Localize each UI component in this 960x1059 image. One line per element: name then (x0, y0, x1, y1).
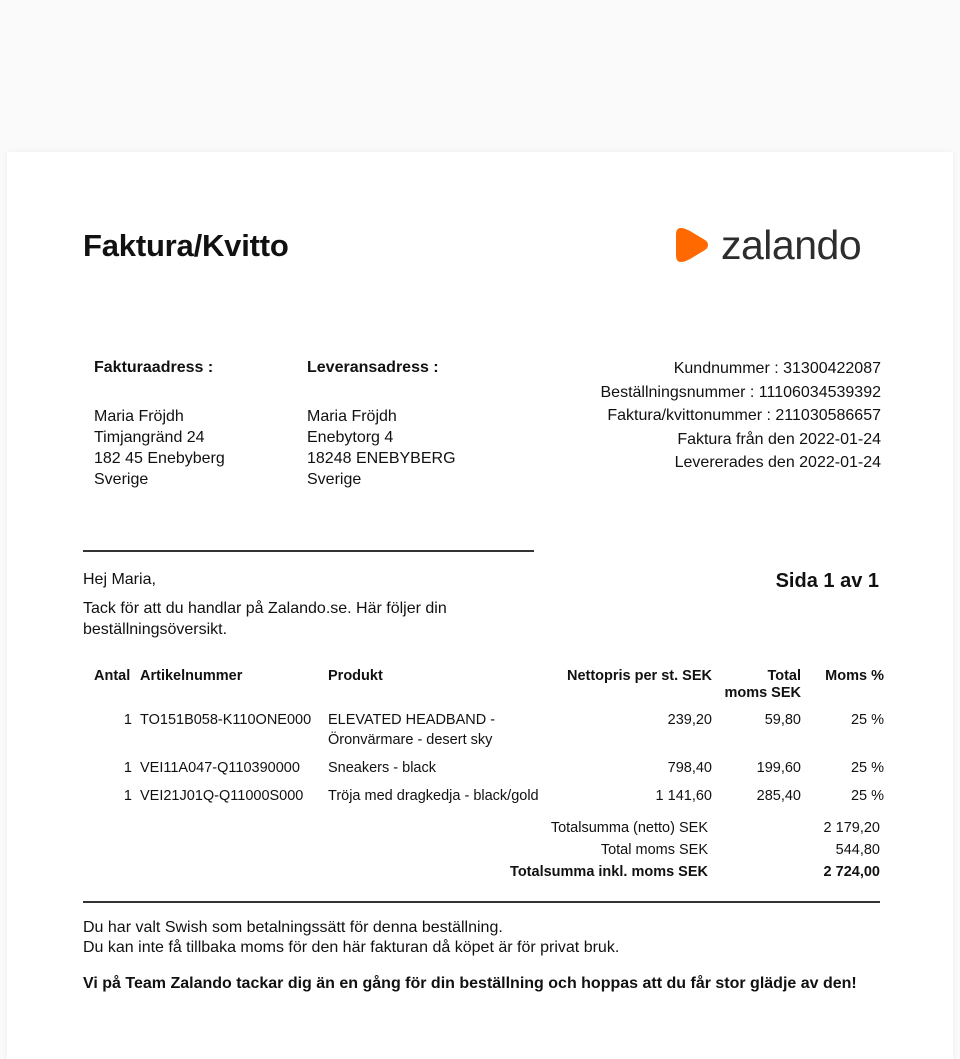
customer-number: Kundnummer : 31300422087 (673, 360, 881, 377)
intro-text: Tack för att du handlar på Zalando.se. Här följer din beställningsöversikt. (83, 600, 447, 638)
billing-line: Maria Fröjdh (94, 408, 184, 425)
total-vat-value: 544,80 (835, 842, 880, 858)
cell-vat-pct: 25 % (850, 712, 884, 728)
table-row (90, 758, 884, 786)
cell-net-price: 798,40 (667, 760, 712, 776)
billing-line: Sverige (94, 471, 149, 488)
delivery-line: Maria Fröjdh (307, 408, 397, 425)
total-net-value: 2 179,20 (823, 820, 880, 836)
total-net-row (387, 817, 880, 839)
order-number: Beställningsnummer : 11106034539392 (600, 383, 881, 401)
cell-vat-pct: 25 % (850, 760, 884, 776)
cell-vat-pct: 25 % (850, 788, 884, 804)
cell-product: Sneakers - black (328, 760, 436, 776)
total-gross-label: Totalsumma inkl. moms SEK (510, 864, 708, 880)
billing-line: 182 45 Enebyberg (94, 450, 225, 467)
zalando-wordmark: zalando (721, 221, 862, 268)
greeting: Hej Maria, (83, 571, 156, 588)
order-meta (601, 357, 882, 475)
col-header-produkt: Produkt (328, 668, 383, 684)
totals-block (387, 817, 880, 883)
invoice-page (7, 152, 953, 1059)
cell-vat: 59,80 (764, 712, 801, 728)
total-vat-label: Total moms SEK (600, 842, 708, 858)
page-number: Sida 1 av 1 (775, 570, 879, 592)
billing-line: Timjangränd 24 (94, 429, 205, 446)
delivery-line: 18248 ENEBYBERG (307, 450, 456, 467)
total-gross-row (387, 861, 880, 883)
table-row (90, 786, 884, 814)
zalando-logo (675, 222, 861, 268)
cell-product-line1: ELEVATED HEADBAND - (328, 712, 496, 728)
cell-article: VEI11A047-Q110390000 (140, 760, 300, 776)
total-gross-value: 2 724,00 (823, 864, 880, 880)
cell-product-line2: Öronvärmare - desert sky (328, 732, 493, 748)
divider (83, 550, 534, 552)
delivery-address-header: Leveransadress : (307, 359, 439, 376)
invoice-date: Faktura från den 2022-01-24 (677, 430, 881, 448)
thank-you-text: Vi på Team Zalando tackar dig än en gång för din beställning och hoppas att du får stor glädje av den! (83, 975, 857, 992)
cell-product (328, 710, 550, 758)
cell-product: Tröja med dragkedja - black/gold (328, 788, 539, 804)
invoice-title: Faktura/Kvitto (83, 228, 289, 263)
order-items-table (90, 668, 884, 814)
billing-address-header: Fakturaadress : (94, 359, 214, 376)
col-header-total-moms-line1: Total (767, 668, 801, 684)
delivery-date: Levererades den 2022-01-24 (674, 454, 881, 471)
cell-vat: 199,60 (756, 760, 801, 776)
col-header-moms-pct: Moms % (825, 668, 884, 684)
cell-article: TO151B058-K110ONE000 (140, 712, 312, 728)
table-header-row (90, 668, 884, 710)
payment-method-text: Du har valt Swish som betalningssätt för denna beställning. (83, 919, 503, 936)
cell-net-price: 239,20 (667, 712, 712, 728)
zalando-flag-icon (675, 226, 711, 264)
cell-qty: 1 (123, 788, 132, 804)
delivery-line: Sverige (307, 471, 362, 488)
col-header-total-moms (712, 668, 801, 710)
divider (83, 901, 880, 903)
table-row (90, 710, 884, 758)
col-header-artikel: Artikelnummer (140, 668, 243, 684)
col-header-netto: Nettopris per st. SEK (566, 668, 712, 684)
invoice-number: Faktura/kvittonummer : 211030586657 (607, 407, 881, 424)
total-vat-row (387, 839, 880, 861)
cell-article: VEI21J01Q-Q11000S000 (140, 788, 304, 804)
col-header-antal: Antal (94, 668, 131, 684)
cell-vat: 285,40 (756, 788, 801, 804)
delivery-line: Enebytorg 4 (307, 429, 394, 446)
billing-address (94, 357, 225, 490)
vat-note-text: Du kan inte få tillbaka moms för den här fakturan då köpet är för privat bruk. (83, 939, 620, 956)
total-net-label: Totalsumma (netto) SEK (550, 820, 708, 836)
col-header-total-moms-line2: moms SEK (724, 685, 801, 701)
cell-qty: 1 (123, 712, 132, 728)
payment-note (83, 918, 619, 958)
delivery-address (307, 357, 456, 490)
cell-qty: 1 (123, 760, 132, 776)
cell-net-price: 1 141,60 (655, 788, 712, 804)
